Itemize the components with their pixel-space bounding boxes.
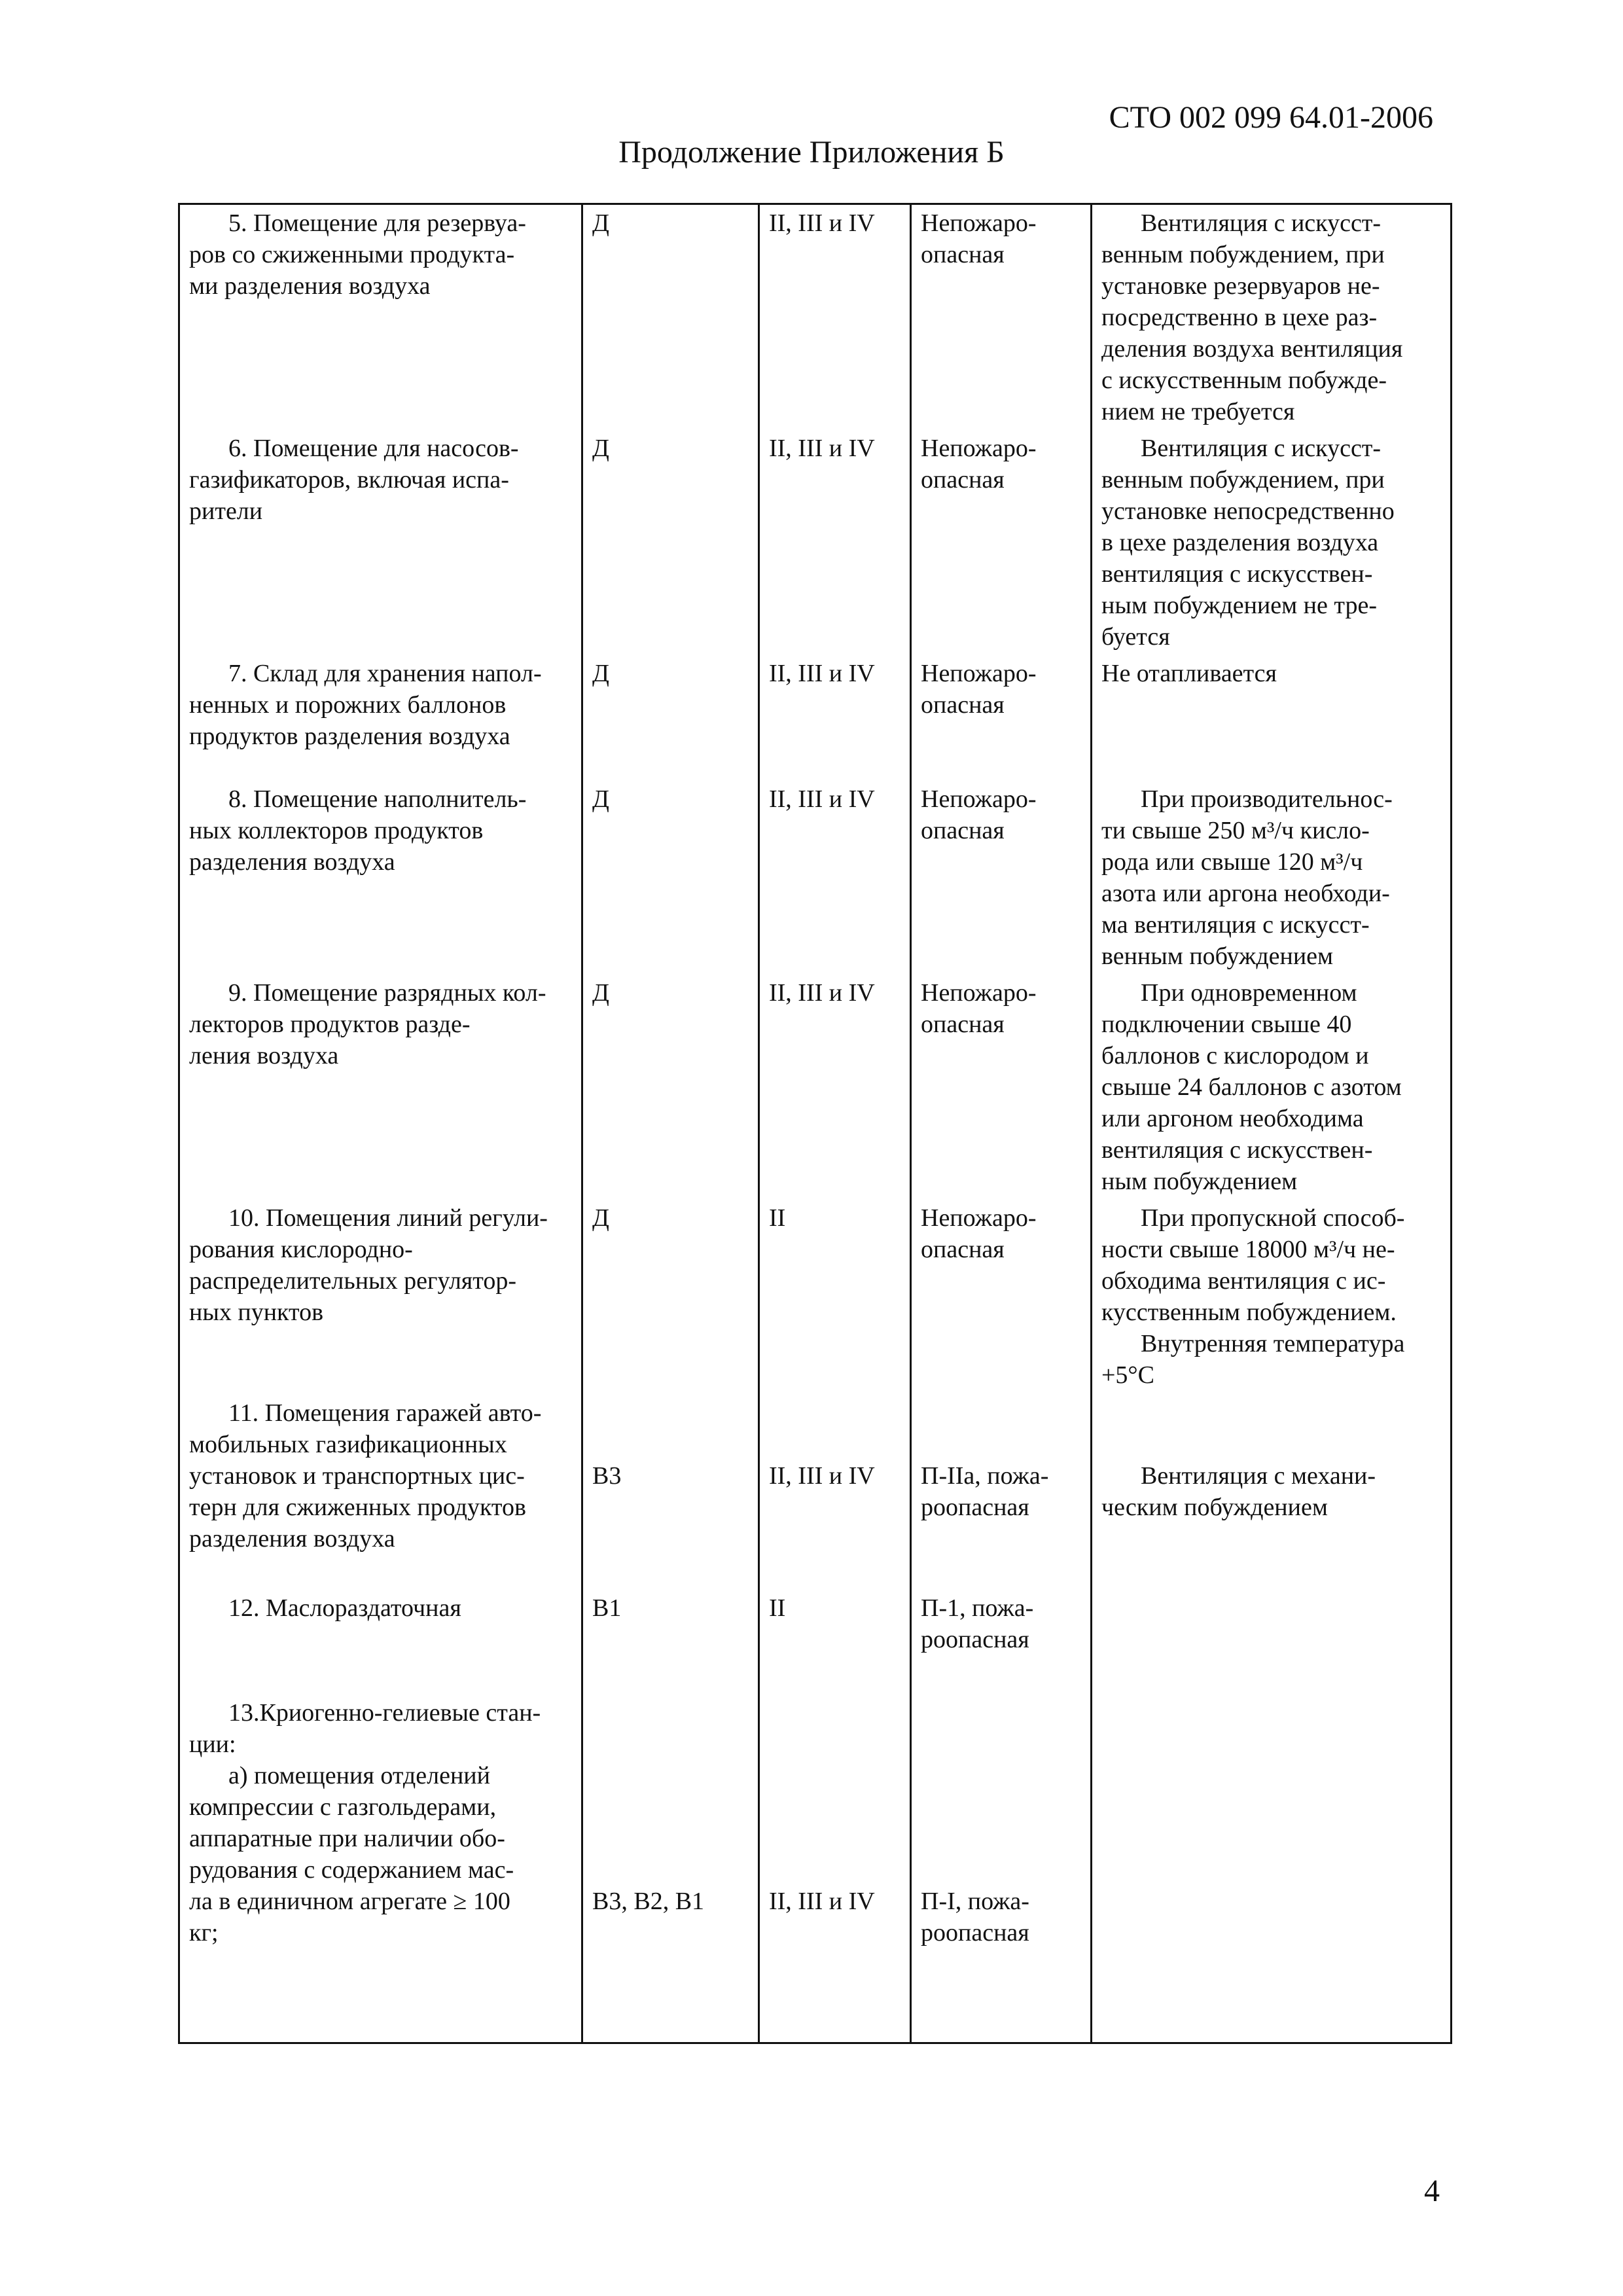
room-name-cell: 8. Помещение наполнитель- ных коллекторов продуктов разделения воздуха — [179, 781, 582, 975]
room-name-cell: 6. Помещение для насосов- газификаторов, включая испа- рители — [179, 430, 582, 655]
hazard-class-cell: Непожаро- опасная — [911, 430, 1092, 655]
fire-degree-cell: II, III и IV — [759, 1695, 911, 2043]
note-cell: При пропускной способ- ности свыше 18000 м³/ч не- обходима вентиляция с ис- кусственным побуждением. Внутренняя температура +5°С — [1092, 1200, 1452, 1395]
fire-degree-cell: II, III и IV — [759, 781, 911, 975]
table-row — [179, 1695, 1452, 2043]
fire-degree-cell: II — [759, 1590, 911, 1695]
note-cell: Вентиляция с искусст- венным побуждением, при установке резервуаров не- посредственно в цехе раз- деления воздуха вентиляция с искусственным побужде- нием не требуется — [1092, 204, 1452, 431]
document-code: СТО 002 099 64.01-2006 — [1109, 100, 1433, 135]
fire-degree-cell: II, III и IV — [759, 1395, 911, 1590]
table-row — [179, 655, 1452, 781]
note-cell: При производительнос- ти свыше 250 м³/ч кисло- рода или свыше 120 м³/ч азота или аргона необходи- ма вентиляция с искусст- венным побуждением — [1092, 781, 1452, 975]
note-cell: Вентиляция с искусст- венным побуждением, при установке непосредственно в цехе разделения воздуха вентиляция с искусствен- ным побуждением не тре- буется — [1092, 430, 1452, 655]
room-name-cell: 13.Криогенно-гелиевые стан- ции: а) помещения отделений компрессии с газгольдерами, аппаратные при наличии обо- рудования с содержанием мас- ла в единичном агрегате ≥ 100 кг; — [179, 1695, 582, 2043]
note-cell — [1092, 1590, 1452, 1695]
hazard-class-cell: Непожаро- опасная — [911, 781, 1092, 975]
category-cell: Д — [582, 655, 759, 781]
note-cell: При одновременном подключении свыше 40 баллонов с кислородом и свыше 24 баллонов с азотом или аргоном необходима вентиляция с искусствен- ным побуждением — [1092, 975, 1452, 1200]
table-row — [179, 430, 1452, 655]
category-cell: Д — [582, 781, 759, 975]
note-cell: Не отапливается — [1092, 655, 1452, 781]
category-cell: Д — [582, 430, 759, 655]
fire-degree-cell: II, III и IV — [759, 655, 911, 781]
room-name-cell: 10. Помещения линий регули- рования кислородно- распределительных регулятор- ных пунктов — [179, 1200, 582, 1395]
hazard-class-cell: Непожаро- опасная — [911, 655, 1092, 781]
hazard-class-cell: Непожаро- опасная — [911, 975, 1092, 1200]
fire-degree-cell: II, III и IV — [759, 975, 911, 1200]
hazard-class-cell: Непожаро- опасная — [911, 1200, 1092, 1395]
hazard-class-cell: Непожаро- опасная — [911, 204, 1092, 431]
room-name-cell: 5. Помещение для резервуа- ров со сжиженными продукта- ми разделения воздуха — [179, 204, 582, 431]
room-name-cell: 9. Помещение разрядных кол- лекторов продуктов разде- ления воздуха — [179, 975, 582, 1200]
category-cell: В3 — [582, 1395, 759, 1590]
room-name-cell: 11. Помещения гаражей авто- мобильных газификационных установок и транспортных цис- терн для сжиженных продуктов разделения воздуха — [179, 1395, 582, 1590]
hazard-class-cell: П-1, пожа- роопасная — [911, 1590, 1092, 1695]
table-row — [179, 1590, 1452, 1695]
category-cell: В3, В2, В1 — [582, 1695, 759, 2043]
hazard-class-cell: П-I, пожа- роопасная — [911, 1695, 1092, 2043]
rooms-table — [178, 203, 1452, 2044]
fire-degree-cell: II, III и IV — [759, 430, 911, 655]
category-cell: Д — [582, 975, 759, 1200]
hazard-class-cell: П-IIа, пожа- роопасная — [911, 1395, 1092, 1590]
room-name-cell: 12. Маслораздаточная — [179, 1590, 582, 1695]
note-cell — [1092, 1695, 1452, 2043]
category-cell: Д — [582, 204, 759, 431]
page-number: 4 — [1424, 2174, 1440, 2208]
note-cell: Вентиляция с механи- ческим побуждением — [1092, 1395, 1452, 1590]
table-row — [179, 781, 1452, 975]
table-row — [179, 1200, 1452, 1395]
fire-degree-cell: II, III и IV — [759, 204, 911, 431]
category-cell: В1 — [582, 1590, 759, 1695]
room-name-cell: 7. Склад для хранения напол- ненных и порожних баллонов продуктов разделения воздуха — [179, 655, 582, 781]
fire-degree-cell: II — [759, 1200, 911, 1395]
category-cell: Д — [582, 1200, 759, 1395]
table-row — [179, 975, 1452, 1200]
table-row — [179, 204, 1452, 431]
appendix-subtitle: Продолжение Приложения Б — [618, 135, 1005, 170]
table-row — [179, 1395, 1452, 1590]
